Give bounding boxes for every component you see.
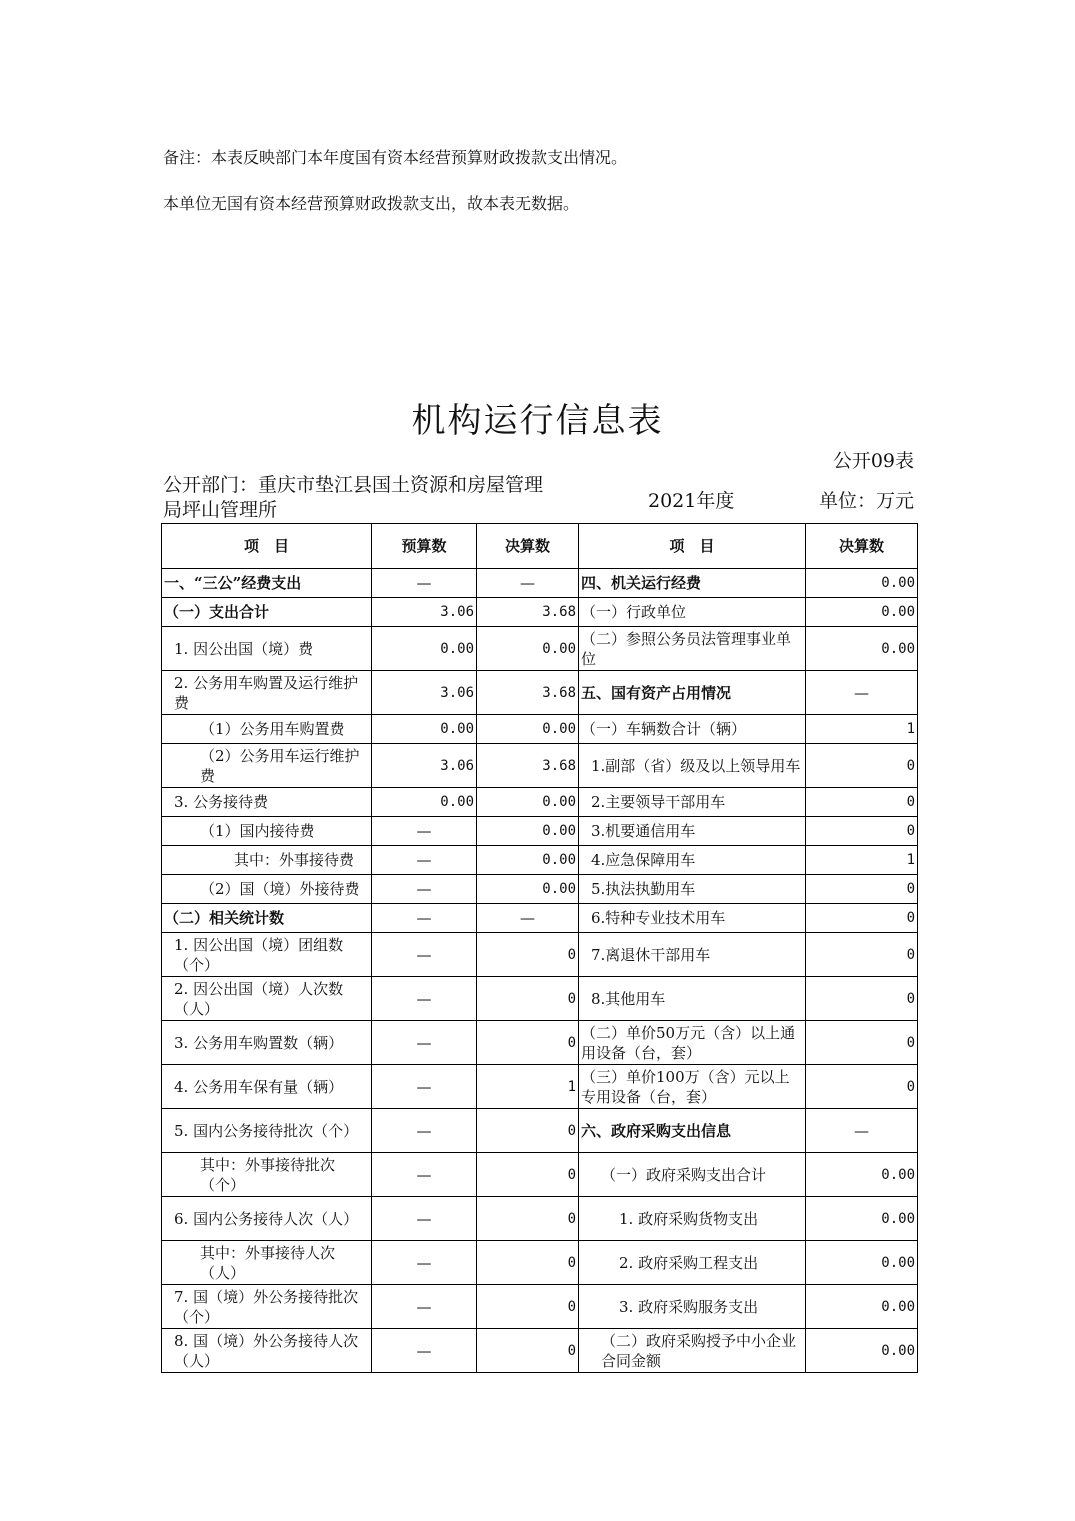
table-row bbox=[162, 846, 918, 875]
budget-cell: — bbox=[372, 817, 477, 846]
left-item-cell: 2. 因公出国（境）人次数（人） bbox=[162, 977, 372, 1021]
table-row bbox=[162, 1241, 918, 1285]
budget-cell: — bbox=[372, 904, 477, 933]
right-final-cell: 0 bbox=[806, 1065, 918, 1109]
final-cell: 0 bbox=[477, 933, 579, 977]
final-cell: 3.68 bbox=[477, 598, 579, 627]
right-item-cell: 8.其他用车 bbox=[579, 977, 806, 1021]
right-item-cell: （一）车辆数合计（辆） bbox=[579, 715, 806, 744]
year-label: 2021年度 bbox=[648, 490, 735, 512]
right-final-cell: 0.00 bbox=[806, 1285, 918, 1329]
left-item-cell: （1）国内接待费 bbox=[162, 817, 372, 846]
left-item-cell: 1. 因公出国（境）费 bbox=[162, 627, 372, 671]
right-final-cell: 0 bbox=[806, 875, 918, 904]
budget-cell: — bbox=[372, 1197, 477, 1241]
final-cell: 3.68 bbox=[477, 744, 579, 788]
final-cell: 0.00 bbox=[477, 788, 579, 817]
budget-cell: — bbox=[372, 1065, 477, 1109]
table-body bbox=[162, 569, 918, 1373]
right-final-cell: 0.00 bbox=[806, 1329, 918, 1373]
left-item-cell: 其中：外事接待人次（人） bbox=[162, 1241, 372, 1285]
left-item-cell: （2）国（境）外接待费 bbox=[162, 875, 372, 904]
final-cell: 0 bbox=[477, 1241, 579, 1285]
column-header: 决算数 bbox=[806, 524, 918, 569]
column-header: 决算数 bbox=[477, 524, 579, 569]
right-item-cell: 五、国有资产占用情况 bbox=[579, 671, 806, 715]
left-item-cell: 6. 国内公务接待人次（人） bbox=[162, 1197, 372, 1241]
right-final-cell: 1 bbox=[806, 715, 918, 744]
right-item-cell: 6.特种专业技术用车 bbox=[579, 904, 806, 933]
final-cell: 0.00 bbox=[477, 875, 579, 904]
left-item-cell: （2）公务用车运行维护费 bbox=[162, 744, 372, 788]
final-cell: — bbox=[477, 569, 579, 598]
right-final-cell: 0 bbox=[806, 1021, 918, 1065]
left-item-cell: （一）支出合计 bbox=[162, 598, 372, 627]
table-row bbox=[162, 744, 918, 788]
table-row bbox=[162, 715, 918, 744]
final-cell: 0.00 bbox=[477, 846, 579, 875]
right-final-cell: 0.00 bbox=[806, 1153, 918, 1197]
table-row bbox=[162, 977, 918, 1021]
final-cell: 0 bbox=[477, 1329, 579, 1373]
right-item-cell: （二）参照公务员法管理事业单位 bbox=[579, 627, 806, 671]
table-header-row bbox=[162, 524, 918, 569]
final-cell: 0 bbox=[477, 1109, 579, 1153]
budget-cell: 3.06 bbox=[372, 744, 477, 788]
left-item-cell: （1）公务用车购置费 bbox=[162, 715, 372, 744]
right-item-cell: 六、政府采购支出信息 bbox=[579, 1109, 806, 1153]
no-data-note: 本单位无国有资本经营预算财政拨款支出，故本表无数据。 bbox=[163, 194, 580, 213]
left-item-cell: 2. 公务用车购置及运行维护费 bbox=[162, 671, 372, 715]
left-item-cell: 其中：外事接待批次（个） bbox=[162, 1153, 372, 1197]
table-row bbox=[162, 569, 918, 598]
final-cell: 0 bbox=[477, 1021, 579, 1065]
budget-cell: — bbox=[372, 846, 477, 875]
final-cell: 0 bbox=[477, 1153, 579, 1197]
table-row bbox=[162, 933, 918, 977]
table-row bbox=[162, 1065, 918, 1109]
table-row bbox=[162, 788, 918, 817]
table-row bbox=[162, 904, 918, 933]
table-row bbox=[162, 1285, 918, 1329]
right-final-cell: — bbox=[806, 671, 918, 715]
left-item-cell: 7. 国（境）外公务接待批次（个） bbox=[162, 1285, 372, 1329]
budget-cell: 0.00 bbox=[372, 627, 477, 671]
budget-cell: 0.00 bbox=[372, 788, 477, 817]
final-cell: 0 bbox=[477, 1285, 579, 1329]
table-row bbox=[162, 627, 918, 671]
column-header: 项 目 bbox=[162, 524, 372, 569]
right-final-cell: 0 bbox=[806, 904, 918, 933]
final-cell: 3.68 bbox=[477, 671, 579, 715]
right-item-cell: （一）政府采购支出合计 bbox=[579, 1153, 806, 1197]
column-header: 预算数 bbox=[372, 524, 477, 569]
left-item-cell: 5. 国内公务接待批次（个） bbox=[162, 1109, 372, 1153]
right-item-cell: （二）政府采购授予中小企业合同金额 bbox=[579, 1329, 806, 1373]
left-item-cell: 1. 因公出国（境）团组数（个） bbox=[162, 933, 372, 977]
remark-note: 备注：本表反映部门本年度国有资本经营预算财政拨款支出情况。 bbox=[163, 148, 628, 167]
left-item-cell: 一、“三公”经费支出 bbox=[162, 569, 372, 598]
table-row bbox=[162, 1109, 918, 1153]
budget-cell: — bbox=[372, 875, 477, 904]
table-row bbox=[162, 598, 918, 627]
budget-cell: — bbox=[372, 1329, 477, 1373]
table-row bbox=[162, 1153, 918, 1197]
right-item-cell: （三）单价100万（含）元以上专用设备（台，套） bbox=[579, 1065, 806, 1109]
left-item-cell: 8. 国（境）外公务接待人次（人） bbox=[162, 1329, 372, 1373]
column-header: 项 目 bbox=[579, 524, 806, 569]
right-item-cell: 5.执法执勤用车 bbox=[579, 875, 806, 904]
final-cell: — bbox=[477, 904, 579, 933]
budget-cell: — bbox=[372, 1021, 477, 1065]
right-final-cell: 0 bbox=[806, 744, 918, 788]
budget-cell: — bbox=[372, 1153, 477, 1197]
right-item-cell: 2. 政府采购工程支出 bbox=[579, 1241, 806, 1285]
right-final-cell: 0.00 bbox=[806, 1197, 918, 1241]
table-row bbox=[162, 671, 918, 715]
left-item-cell: 3. 公务用车购置数（辆） bbox=[162, 1021, 372, 1065]
budget-cell: 0.00 bbox=[372, 715, 477, 744]
budget-cell: 3.06 bbox=[372, 598, 477, 627]
right-item-cell: 1.副部（省）级及以上领导用车 bbox=[579, 744, 806, 788]
right-final-cell: 0 bbox=[806, 817, 918, 846]
final-cell: 0.00 bbox=[477, 627, 579, 671]
right-final-cell: 1 bbox=[806, 846, 918, 875]
left-item-cell: 其中：外事接待费 bbox=[162, 846, 372, 875]
final-cell: 1 bbox=[477, 1065, 579, 1109]
right-item-cell: （二）单价50万元（含）以上通用设备（台，套） bbox=[579, 1021, 806, 1065]
unit-label: 单位：万元 bbox=[818, 490, 914, 512]
budget-cell: — bbox=[372, 569, 477, 598]
right-item-cell: 2.主要领导干部用车 bbox=[579, 788, 806, 817]
right-item-cell: 1. 政府采购货物支出 bbox=[579, 1197, 806, 1241]
right-final-cell: 0.00 bbox=[806, 598, 918, 627]
table-row bbox=[162, 817, 918, 846]
final-cell: 0 bbox=[477, 977, 579, 1021]
right-item-cell: 四、机关运行经费 bbox=[579, 569, 806, 598]
right-item-cell: 3.机要通信用车 bbox=[579, 817, 806, 846]
info-table bbox=[161, 523, 918, 1373]
right-final-cell: 0.00 bbox=[806, 627, 918, 671]
right-final-cell: — bbox=[806, 1109, 918, 1153]
right-final-cell: 0.00 bbox=[806, 1241, 918, 1285]
budget-cell: — bbox=[372, 933, 477, 977]
left-item-cell: 3. 公务接待费 bbox=[162, 788, 372, 817]
form-number: 公开09表 bbox=[832, 450, 914, 472]
table-row bbox=[162, 1021, 918, 1065]
page-title: 机构运行信息表 bbox=[411, 401, 664, 441]
right-item-cell: 4.应急保障用车 bbox=[579, 846, 806, 875]
budget-cell: — bbox=[372, 1285, 477, 1329]
final-cell: 0.00 bbox=[477, 817, 579, 846]
table-row bbox=[162, 875, 918, 904]
right-item-cell: （一）行政单位 bbox=[579, 598, 806, 627]
right-final-cell: 0.00 bbox=[806, 569, 918, 598]
budget-cell: 3.06 bbox=[372, 671, 477, 715]
right-item-cell: 7.离退休干部用车 bbox=[579, 933, 806, 977]
right-item-cell: 3. 政府采购服务支出 bbox=[579, 1285, 806, 1329]
right-final-cell: 0 bbox=[806, 977, 918, 1021]
final-cell: 0.00 bbox=[477, 715, 579, 744]
right-final-cell: 0 bbox=[806, 933, 918, 977]
budget-cell: — bbox=[372, 1241, 477, 1285]
left-item-cell: （二）相关统计数 bbox=[162, 904, 372, 933]
table-row bbox=[162, 1329, 918, 1373]
right-final-cell: 0 bbox=[806, 788, 918, 817]
table-row bbox=[162, 1197, 918, 1241]
budget-cell: — bbox=[372, 1109, 477, 1153]
department-label: 公开部门：重庆市垫江县国土资源和房屋管理局坪山管理所 bbox=[163, 474, 544, 521]
left-item-cell: 4. 公务用车保有量（辆） bbox=[162, 1065, 372, 1109]
budget-cell: — bbox=[372, 977, 477, 1021]
final-cell: 0 bbox=[477, 1197, 579, 1241]
